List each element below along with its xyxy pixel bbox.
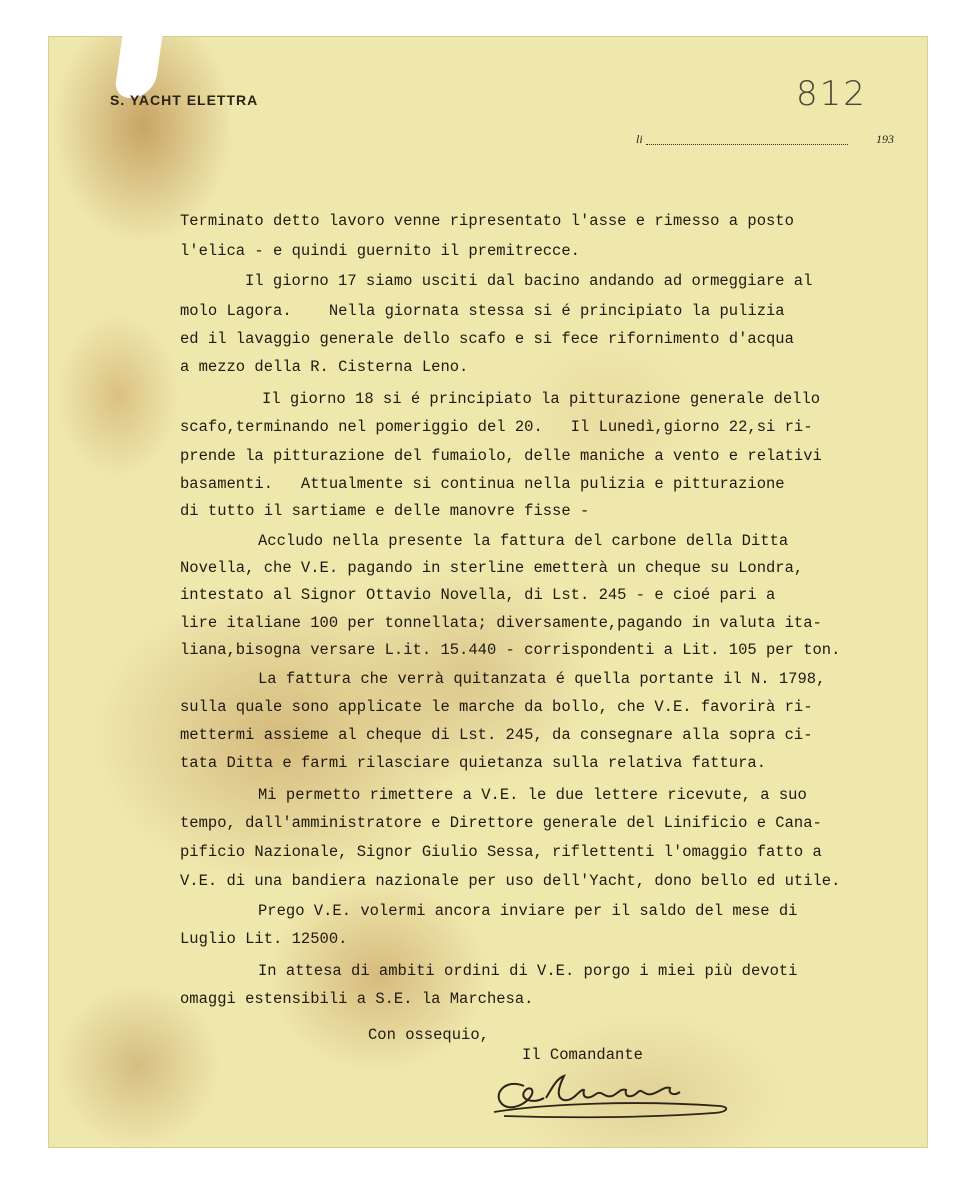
body-line: Luglio Lit. 12500. bbox=[180, 930, 348, 948]
closing-title: Il Comandante bbox=[522, 1046, 643, 1064]
body-line: basamenti. Attualmente si continua nella pulizia e pitturazione bbox=[180, 475, 785, 493]
date-year: 193 bbox=[876, 132, 894, 146]
closing-salutation: Con ossequio, bbox=[368, 1026, 489, 1044]
body-line: ed il lavaggio generale dello scafo e si fece rifornimento d'acqua bbox=[180, 330, 794, 348]
body-line: mettermi assieme al cheque di Lst. 245, da consegnare alla sopra ci- bbox=[180, 726, 813, 744]
body-line: a mezzo della R. Cisterna Leno. bbox=[180, 358, 469, 376]
body-line: molo Lagora. Nella giornata stessa si é principiato la pulizia bbox=[180, 302, 785, 320]
handwritten-signature bbox=[484, 1064, 744, 1124]
body-line: Il giorno 18 si é principiato la pitturazione generale dello bbox=[262, 390, 821, 408]
body-line: l'elica - e quindi guernito il premitrecce. bbox=[180, 242, 580, 260]
body-line: Novella, che V.E. pagando in sterline emetterà un cheque su Londra, bbox=[180, 559, 804, 577]
body-line: La fattura che verrà quitanzata é quella portante il N. 1798, bbox=[258, 670, 826, 688]
body-line: scafo,terminando nel pomeriggio del 20. Il Lunedì,giorno 22,si ri- bbox=[180, 418, 813, 436]
body-line: lire italiane 100 per tonnellata; diversamente,pagando in valuta ita- bbox=[180, 614, 822, 632]
letterhead: S. YACHT ELETTRA bbox=[110, 92, 259, 108]
body-line: Prego V.E. volermi ancora inviare per il saldo del mese di bbox=[258, 902, 798, 920]
body-line: tata Ditta e farmi rilasciare quietanza sulla relativa fattura. bbox=[180, 754, 766, 772]
date-prefix: li bbox=[636, 132, 643, 146]
body-line: prende la pitturazione del fumaiolo, delle maniche a vento e relativi bbox=[180, 447, 822, 465]
body-line: sulla quale sono applicate le marche da bollo, che V.E. favorirà ri- bbox=[180, 698, 813, 716]
body-line: Mi permetto rimettere a V.E. le due lettere ricevute, a suo bbox=[258, 786, 807, 804]
body-line: omaggi estensibili a S.E. la Marchesa. bbox=[180, 990, 534, 1008]
body-line: tempo, dall'amministratore e Direttore generale del Linificio e Cana- bbox=[180, 814, 822, 832]
body-line: liana,bisogna versare L.it. 15.440 - corrispondenti a Lit. 105 per ton. bbox=[180, 641, 841, 659]
body-line: intestato al Signor Ottavio Novella, di Lst. 245 - e cioé pari a bbox=[180, 586, 776, 604]
reference-number: 812 bbox=[796, 74, 867, 114]
body-line: Il giorno 17 siamo usciti dal bacino andando ad ormeggiare al bbox=[245, 272, 813, 290]
body-line: Terminato detto lavoro venne ripresentato l'asse e rimesso a posto bbox=[180, 212, 794, 230]
body-line: V.E. di una bandiera nazionale per uso dell'Yacht, dono bello ed utile. bbox=[180, 872, 841, 890]
body-line: pificio Nazionale, Signor Giulio Sessa, riflettenti l'omaggio fatto a bbox=[180, 843, 822, 861]
body-line: Accludo nella presente la fattura del carbone della Ditta bbox=[258, 532, 789, 550]
body-line: di tutto il sartiame e delle manovre fisse - bbox=[180, 502, 590, 520]
body-line: In attesa di ambiti ordini di V.E. porgo i miei più devoti bbox=[258, 962, 798, 980]
